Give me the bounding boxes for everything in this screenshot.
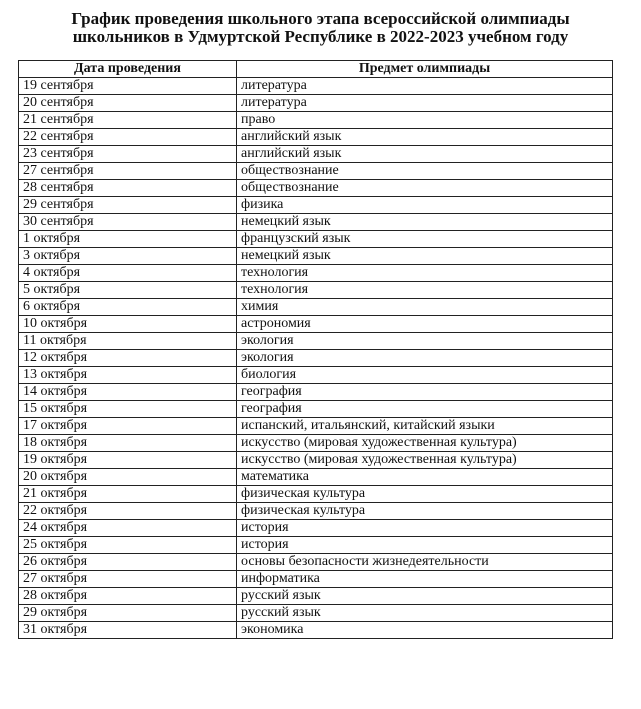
table-row	[19, 333, 613, 350]
date-cell: 18 октября	[19, 435, 237, 452]
table-header	[19, 61, 613, 78]
date-cell: 27 сентября	[19, 163, 237, 180]
table-row	[19, 503, 613, 520]
subject-cell: французский язык	[237, 231, 613, 248]
table-row	[19, 129, 613, 146]
subject-cell: литература	[237, 95, 613, 112]
table-row	[19, 571, 613, 588]
table-row	[19, 95, 613, 112]
subject-cell: обществознание	[237, 180, 613, 197]
subject-cell: основы безопасности жизнедеятельности	[237, 554, 613, 571]
date-cell: 20 сентября	[19, 95, 237, 112]
title-line-1: График проведения школьного этапа всероссийской олимпиады	[71, 9, 570, 28]
date-cell: 29 сентября	[19, 197, 237, 214]
table-row	[19, 435, 613, 452]
subject-cell: история	[237, 537, 613, 554]
subject-cell: биология	[237, 367, 613, 384]
date-cell: 12 октября	[19, 350, 237, 367]
date-cell: 15 октября	[19, 401, 237, 418]
date-cell: 30 сентября	[19, 214, 237, 231]
date-cell: 26 октября	[19, 554, 237, 571]
table-body	[19, 78, 613, 639]
table-row	[19, 367, 613, 384]
table-row	[19, 112, 613, 129]
table-row	[19, 78, 613, 95]
subject-cell: испанский, итальянский, китайский языки	[237, 418, 613, 435]
table-row	[19, 180, 613, 197]
date-cell: 5 октября	[19, 282, 237, 299]
title-line-2: школьников в Удмуртской Республике в 2022-2023 учебном году	[72, 27, 569, 46]
subject-cell: технология	[237, 265, 613, 282]
date-cell: 1 октября	[19, 231, 237, 248]
date-cell: 28 октября	[19, 588, 237, 605]
subject-cell: обществознание	[237, 163, 613, 180]
subject-cell: химия	[237, 299, 613, 316]
subject-cell: экономика	[237, 622, 613, 639]
table-row	[19, 622, 613, 639]
table-row	[19, 197, 613, 214]
subject-cell: физическая культура	[237, 503, 613, 520]
table-row	[19, 537, 613, 554]
date-cell: 13 октября	[19, 367, 237, 384]
date-cell: 23 сентября	[19, 146, 237, 163]
subject-cell: экология	[237, 333, 613, 350]
table-row	[19, 401, 613, 418]
table-row	[19, 265, 613, 282]
date-cell: 19 октября	[19, 452, 237, 469]
date-cell: 6 октября	[19, 299, 237, 316]
document-title	[0, 10, 641, 46]
date-cell: 17 октября	[19, 418, 237, 435]
table-row	[19, 554, 613, 571]
date-cell: 25 октября	[19, 537, 237, 554]
subject-cell: немецкий язык	[237, 214, 613, 231]
table-row	[19, 248, 613, 265]
date-cell: 31 октября	[19, 622, 237, 639]
subject-cell: астрономия	[237, 316, 613, 333]
subject-cell: география	[237, 384, 613, 401]
subject-cell: информатика	[237, 571, 613, 588]
subject-cell: искусство (мировая художественная культура)	[237, 452, 613, 469]
date-cell: 21 сентября	[19, 112, 237, 129]
header-date: Дата проведения	[19, 61, 237, 78]
subject-cell: русский язык	[237, 588, 613, 605]
table-row	[19, 146, 613, 163]
table-row	[19, 418, 613, 435]
table-row	[19, 520, 613, 537]
table-row	[19, 299, 613, 316]
date-cell: 21 октября	[19, 486, 237, 503]
table-row	[19, 452, 613, 469]
table-row	[19, 214, 613, 231]
subject-cell: искусство (мировая художественная культура)	[237, 435, 613, 452]
header-row	[19, 61, 613, 78]
table-row	[19, 384, 613, 401]
subject-cell: физика	[237, 197, 613, 214]
table-row	[19, 469, 613, 486]
table-row	[19, 588, 613, 605]
table-row	[19, 486, 613, 503]
subject-cell: экология	[237, 350, 613, 367]
date-cell: 24 октября	[19, 520, 237, 537]
subject-cell: английский язык	[237, 146, 613, 163]
date-cell: 19 сентября	[19, 78, 237, 95]
subject-cell: литература	[237, 78, 613, 95]
date-cell: 28 сентября	[19, 180, 237, 197]
table-row	[19, 316, 613, 333]
header-subject: Предмет олимпиады	[237, 61, 613, 78]
subject-cell: английский язык	[237, 129, 613, 146]
subject-cell: русский язык	[237, 605, 613, 622]
date-cell: 3 октября	[19, 248, 237, 265]
subject-cell: история	[237, 520, 613, 537]
date-cell: 11 октября	[19, 333, 237, 350]
subject-cell: немецкий язык	[237, 248, 613, 265]
date-cell: 4 октября	[19, 265, 237, 282]
subject-cell: право	[237, 112, 613, 129]
subject-cell: физическая культура	[237, 486, 613, 503]
schedule-table	[18, 60, 613, 639]
date-cell: 22 октября	[19, 503, 237, 520]
table-row	[19, 282, 613, 299]
table-row	[19, 605, 613, 622]
date-cell: 20 октября	[19, 469, 237, 486]
subject-cell: технология	[237, 282, 613, 299]
date-cell: 27 октября	[19, 571, 237, 588]
table-row	[19, 350, 613, 367]
subject-cell: география	[237, 401, 613, 418]
table-row	[19, 231, 613, 248]
subject-cell: математика	[237, 469, 613, 486]
date-cell: 22 сентября	[19, 129, 237, 146]
table-row	[19, 163, 613, 180]
date-cell: 10 октября	[19, 316, 237, 333]
date-cell: 29 октября	[19, 605, 237, 622]
date-cell: 14 октября	[19, 384, 237, 401]
